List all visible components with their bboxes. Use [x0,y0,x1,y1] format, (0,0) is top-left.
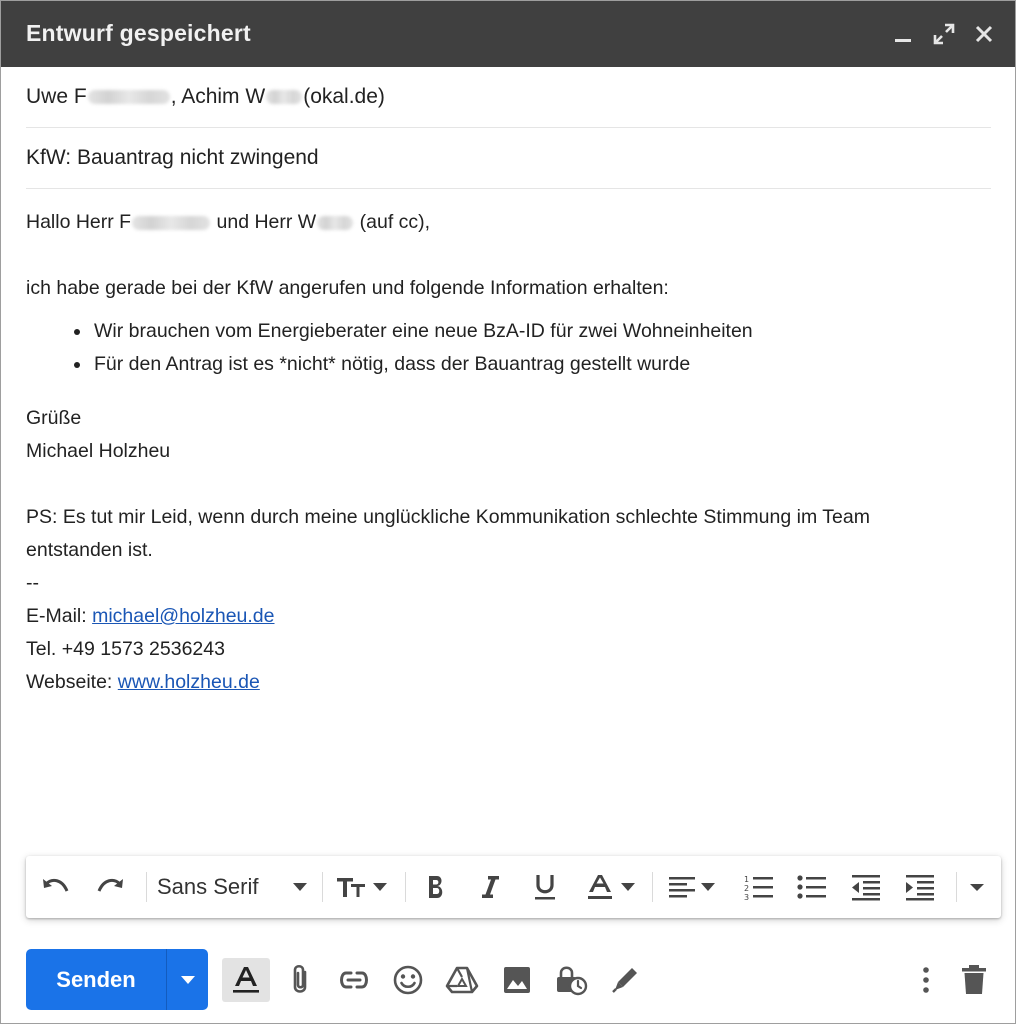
chevron-down-icon [181,976,195,984]
toolbar-divider [146,872,147,902]
text-size-icon [335,873,369,901]
message-body[interactable] [26,206,991,699]
closing-line: Grüße [26,407,82,429]
recipient-text: , Achim W [170,85,266,108]
signature-phone: Tel. +49 1573 2536243 [26,638,225,660]
align-select[interactable] [667,873,723,901]
list-item: Wir brauchen vom Energieberater eine neue BzA-ID für zwei Wohneinheiten [94,315,991,348]
bulleted-list-icon[interactable] [796,873,828,901]
info-list [26,315,991,381]
toolbar-divider [405,872,406,902]
intro-line: ich habe gerade bei der KfW angerufen und folgende Information erhalten: [26,277,669,299]
redo-icon[interactable] [94,873,126,901]
signature-website [26,666,991,699]
close-icon[interactable] [971,21,997,47]
blurred-name [266,90,302,104]
send-button[interactable]: Senden [56,966,136,992]
insert-link-icon[interactable] [336,962,372,998]
chevron-down-icon [293,883,307,891]
font-family-select[interactable] [157,873,311,901]
ps-line: entstanden ist. [26,539,153,561]
recipient-text: Uwe F [26,85,87,108]
signature-separator: -- [26,572,39,594]
toolbar-divider [322,872,323,902]
blurred-name [88,90,170,104]
formatting-toolbar [26,856,1001,918]
toolbar-divider [652,872,653,902]
ps-line: PS: Es tut mir Leid, wenn durch meine unglückliche Kommunikation schlechte Stimmung im Team [26,506,870,528]
indent-more-icon[interactable] [904,873,936,901]
formatting-options-icon[interactable] [222,958,270,1002]
attach-file-icon[interactable] [282,962,318,998]
text-color-icon [586,872,614,902]
send-options-button[interactable] [167,949,208,1010]
text-color-select[interactable] [586,873,638,901]
greeting-text: und Herr W [211,211,317,233]
greeting-line [26,206,991,239]
svg-text:2: 2 [744,884,750,893]
toolbar-divider [956,872,957,902]
more-options-icon[interactable] [908,962,944,998]
svg-text:1: 1 [744,875,750,884]
recipient-text: (okal.de) [303,85,385,108]
bold-icon[interactable] [424,873,448,901]
minimize-icon[interactable] [890,21,916,47]
italic-icon[interactable] [478,873,502,901]
confidential-mode-icon[interactable] [553,962,589,998]
google-drive-icon[interactable] [444,962,480,998]
greeting-text: Hallo Herr F [26,211,132,233]
subject-field[interactable] [26,128,991,189]
chevron-down-icon [373,883,387,891]
svg-text:3: 3 [744,893,750,901]
list-item: Für den Antrag ist es *nicht* nötig, dass der Bauantrag gestellt wurde [94,348,991,381]
signature-pen-icon[interactable] [607,962,643,998]
window-title: Entwurf gespeichert [26,20,251,46]
insert-photo-icon[interactable] [499,962,535,998]
signature-email [26,600,991,633]
fullscreen-icon[interactable] [931,21,957,47]
chevron-down-icon [701,883,715,891]
font-family-label: Sans Serif [157,874,259,899]
compose-titlebar[interactable] [1,1,1015,67]
subject-text: KfW: Bauantrag nicht zwingend [26,146,319,169]
chevron-down-icon [621,883,635,891]
website-label: Webseite: [26,671,118,693]
numbered-list-icon[interactable] [743,873,775,901]
align-left-icon [667,874,697,900]
font-size-select[interactable] [335,873,395,901]
underline-icon[interactable] [532,873,558,901]
greeting-text: (auf cc), [354,211,431,233]
email-link[interactable]: michael@holzheu.de [92,605,275,627]
indent-less-icon[interactable] [850,873,882,901]
recipients-field[interactable] [26,67,991,128]
more-formatting-icon[interactable] [969,873,985,901]
send-button-group [26,949,208,1010]
website-link[interactable]: www.holzheu.de [117,671,260,693]
discard-draft-icon[interactable] [956,962,992,998]
undo-icon[interactable] [40,873,72,901]
emoji-icon[interactable] [390,962,426,998]
sender-name: Michael Holzheu [26,440,171,462]
email-label: E-Mail: [26,605,93,627]
blurred-name [317,216,353,230]
blurred-name [132,216,210,230]
